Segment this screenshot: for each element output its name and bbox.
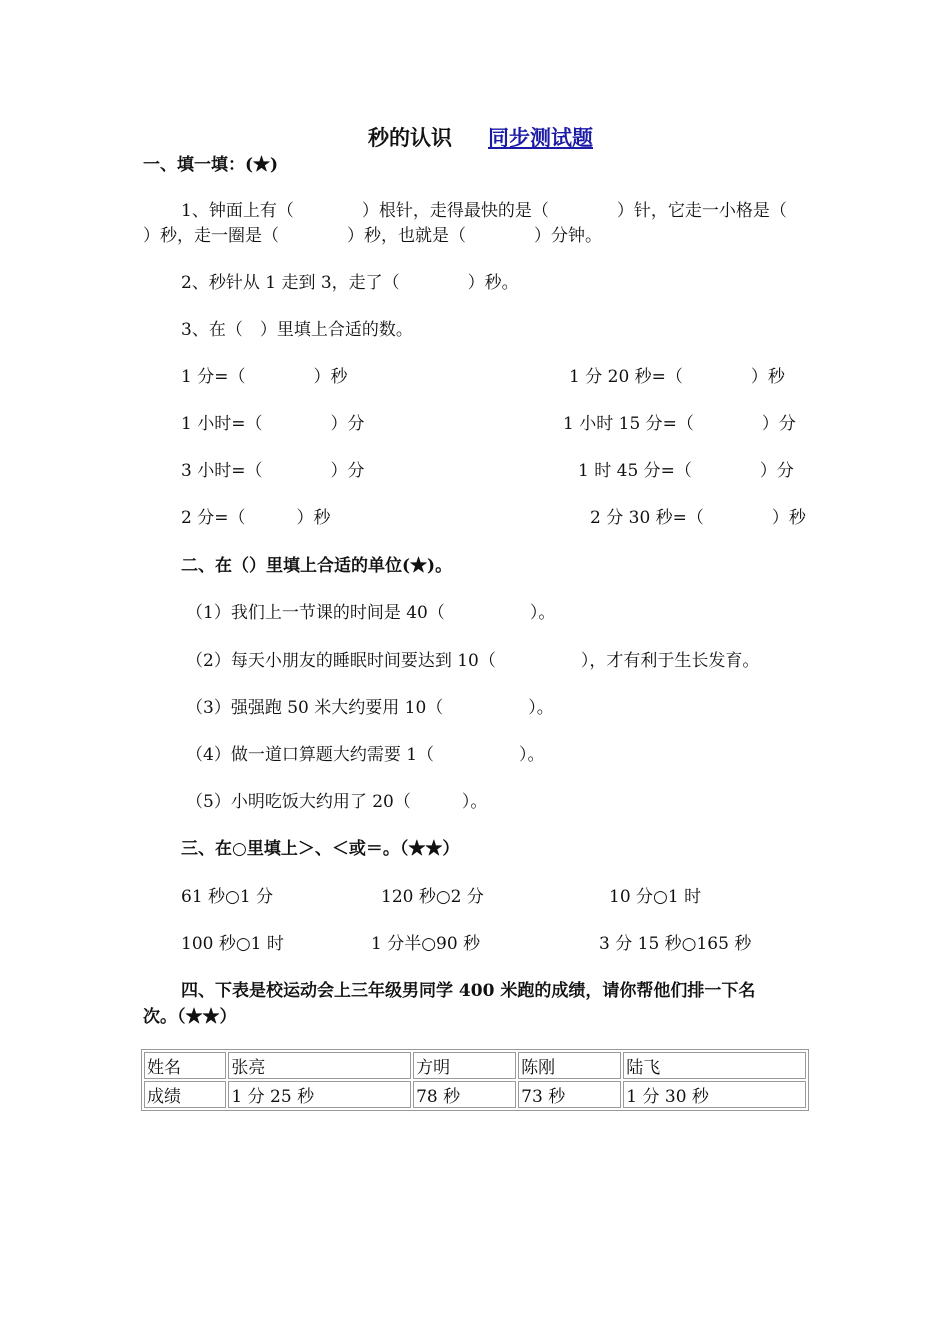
- table-cell: 张亮: [228, 1052, 411, 1079]
- table-cell: 成绩: [144, 1081, 226, 1108]
- unit-item-4: （4）做一道口算题大约需要 1（ ）。: [186, 745, 545, 765]
- conversion-left-4: 2 分=（ ）秒: [181, 508, 331, 528]
- unit-item-5: （5）小明吃饭大约用了 20（ ）。: [186, 792, 488, 812]
- compare-item: 61 秒○1 分: [181, 887, 274, 907]
- section2-heading: 二、在（）里填上合适的单位(★)。: [181, 556, 453, 576]
- compare-item: 10 分○1 时: [609, 887, 702, 907]
- section3-heading: 三、在○里填上＞、＜或＝。（★★）: [181, 839, 460, 859]
- table-row: [144, 1052, 806, 1079]
- conversion-right-1: 1 分 20 秒=（ ）秒: [569, 367, 785, 387]
- compare-item: 3 分 15 秒○165 秒: [599, 934, 752, 954]
- results-table: [141, 1049, 809, 1111]
- title-link[interactable]: 同步测试题: [488, 125, 593, 150]
- table-row: [144, 1081, 806, 1108]
- q2-text: 2、秒针从 1 走到 3，走了（ ）秒。: [181, 273, 519, 293]
- unit-item-1: （1）我们上一节课的时间是 40（ ）。: [186, 603, 556, 623]
- conversion-right-4: 2 分 30 秒=（ ）秒: [590, 508, 806, 528]
- page-title: [368, 122, 593, 152]
- table-cell: 73 秒: [518, 1081, 621, 1108]
- section1-heading: 一、填一填：(★): [143, 155, 279, 175]
- table-cell: 78 秒: [413, 1081, 516, 1108]
- compare-item: 120 秒○2 分: [381, 887, 484, 907]
- table-cell: 陈刚: [518, 1052, 621, 1079]
- compare-item: 100 秒○1 时: [181, 934, 284, 954]
- conversion-left-3: 3 小时=（ ）分: [181, 461, 365, 481]
- unit-item-2: （2）每天小朋友的睡眠时间要达到 10（ ），才有利于生长发育。: [186, 651, 760, 671]
- title-main: 秒的认识: [368, 125, 452, 150]
- unit-item-3: （3）强强跑 50 米大约要用 10（ ）。: [186, 698, 554, 718]
- table-cell: 陆飞: [623, 1052, 806, 1079]
- conversion-right-2: 1 小时 15 分=（ ）分: [563, 414, 796, 434]
- conversion-left-1: 1 分=（ ）秒: [181, 367, 348, 387]
- table-cell: 1 分 30 秒: [623, 1081, 806, 1108]
- table-cell: 姓名: [144, 1052, 226, 1079]
- q1-line2: ）秒，走一圈是（ ）秒，也就是（ ）分钟。: [143, 226, 602, 246]
- section4-heading-line1: 四、下表是校运动会上三年级男同学 400 米跑的成绩，请你帮他们排一下名: [181, 981, 756, 1001]
- q3-text: 3、在（ ）里填上合适的数。: [181, 320, 413, 340]
- table-cell: 1 分 25 秒: [228, 1081, 411, 1108]
- conversion-right-3: 1 时 45 分=（ ）分: [578, 461, 794, 481]
- compare-item: 1 分半○90 秒: [371, 934, 481, 954]
- q1-line1: 1、钟面上有（ ）根针，走得最快的是（ ）针，它走一小格是（: [181, 201, 787, 221]
- conversion-left-2: 1 小时=（ ）分: [181, 414, 365, 434]
- section4-heading-line2: 次。（★★）: [143, 1007, 237, 1027]
- table-cell: 方明: [413, 1052, 516, 1079]
